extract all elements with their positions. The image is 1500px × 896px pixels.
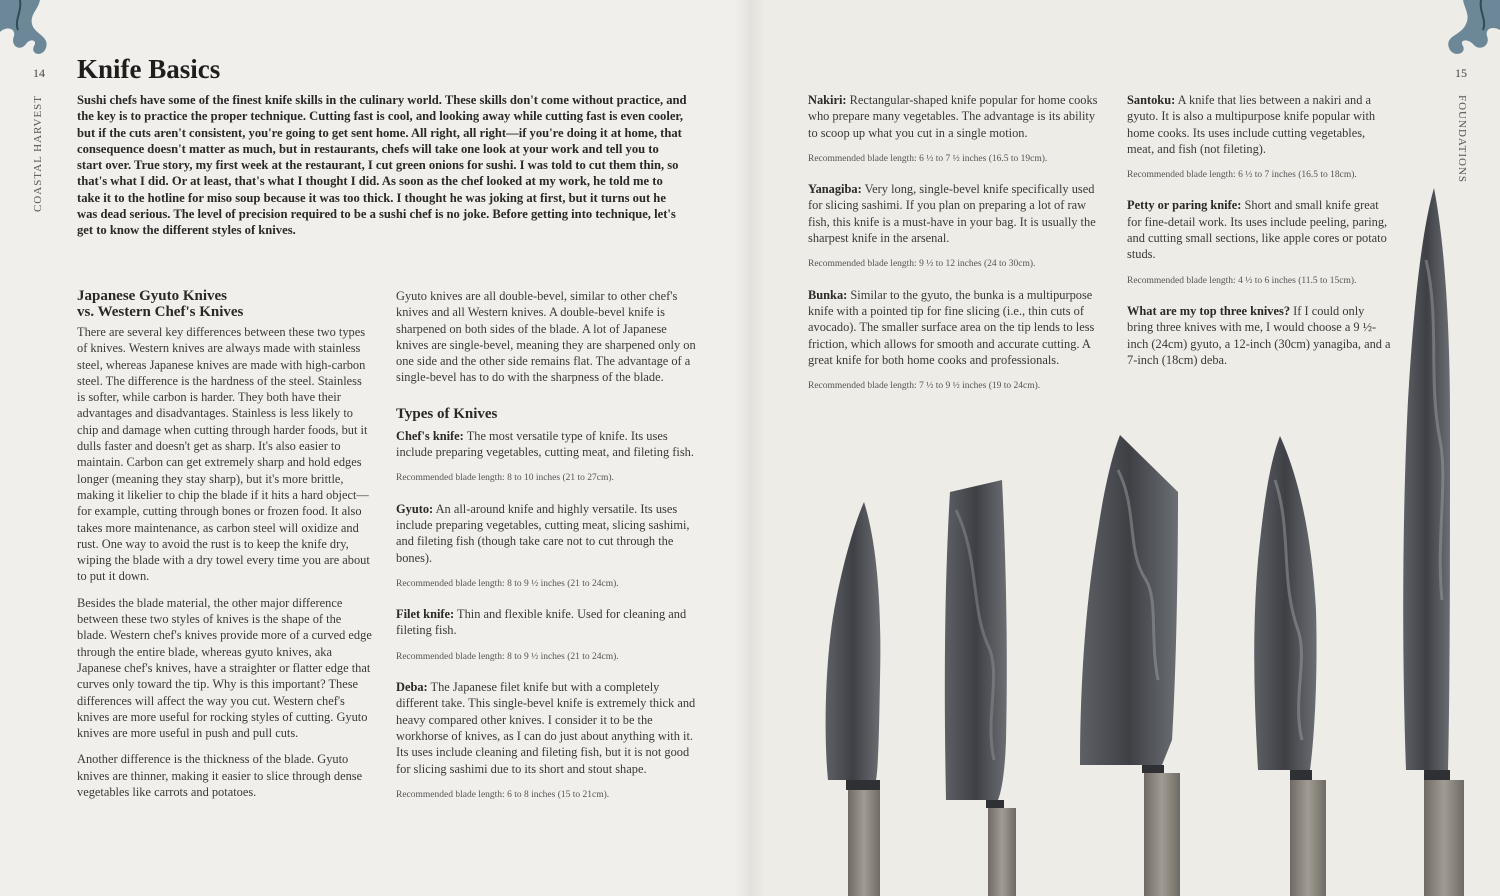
knives-illustration bbox=[780, 180, 1470, 896]
recommended-length: Recommended blade length: 6 ½ to 7 ½ inches (16.5 to 19cm). bbox=[808, 153, 1048, 164]
recommended-length: Recommended blade length: 8 to 9 ½ inches (21 to 24cm). bbox=[396, 651, 619, 662]
recommended-length: Recommended blade length: 8 to 9 ½ inches (21 to 24cm). bbox=[396, 578, 619, 589]
book-gutter bbox=[735, 0, 765, 896]
term: Nakiri: bbox=[808, 93, 847, 107]
tentacle-illustration-right bbox=[1445, 0, 1500, 62]
recommended-length: Recommended blade length: 4 ½ to 6 inches (11.5 to 15cm). bbox=[1127, 275, 1357, 286]
yanagiba-knife-image bbox=[1403, 188, 1464, 896]
tentacle-illustration-left bbox=[0, 0, 60, 62]
paragraph: There are several key differences between these two types of knives. Western knives are always made with stainless steel, whereas Japanese knives are made with high-carbon steel. The difference is the hardness of the steel. Stainless is softer, while carbon is harder. They both have their advantages and disadvantages. Stainless is less likely to chip and damage when cutting through harder foods, but it dulls faster and doesn't get as sharp. It's also easier to maintain. Carbon can get extremely sharp and hold edges longer (meaning they stay sharp), but it's more brittle, making it likelier to chip the blade if it hits a hard object—for example, cutting through bones or frozen food. It also takes more maintenance, as carbon steel will oxidize and rust. One way to avoid the rust is to keep the knife dry, wiping the blade with a dry towel every time you are about to put it down. bbox=[77, 325, 370, 584]
description: Similar to the gyuto, the bunka is a multipurpose knife with a pointed tip for fine slicing (i.e., thin cuts of avocado). The smaller surface area on the tip lends to less friction, which allows for smooth and accurate cutting. A great knife for both home cooks and professionals. bbox=[808, 287, 1095, 367]
description: An all-around knife and highly versatile. Its uses include preparing vegetables, cutting meat, slicing sashimi, and fileting fish (though take care not to cut through the bones). bbox=[396, 501, 690, 565]
paragraph: Gyuto knives are all double-bevel, similar to other chef's knives and all Western knives. A double-bevel knife is sharpened on both sides of the blade. A lot of Japanese knives are single-bevel, meaning they are sharpened only on one side and the other side remains flat. The advantage of a single-bevel has to do with the sharpness of the blade. bbox=[396, 289, 696, 385]
description: Very long, single-bevel knife specifically used for slicing sashimi. If you plan on preparing a lot of raw fish, this knife is a must-have in your bag. It is usually the sharpest knife in the arsenal. bbox=[808, 182, 1096, 246]
paragraph: Another difference is the thickness of the blade. Gyuto knives are thinner, making it easier to slice through dense vegetables like carrots and potatoes. bbox=[77, 752, 363, 800]
paragraph: Besides the blade material, the other major difference between these two styles of knives is the shape of the blade. Western chef's knives provide more of a curved edge through the entire blade, whereas gyuto knives, aka Japanese chef's knives, have a straighter or flatter edge that curves only toward the tip. Why is this important? These differences will affect the way you cut. Western chef's knives are more useful for rocking styles of cutting. Gyuto knives are more useful in push and pull cuts. bbox=[77, 595, 372, 741]
description: The most versatile type of knife. Its uses include preparing vegetables, cutting meat, and fileting fish. bbox=[396, 428, 694, 460]
term: Yanagiba: bbox=[808, 182, 862, 197]
nakiri-knife-image bbox=[945, 480, 1016, 896]
recommended-length: Recommended blade length: 6 to 8 inches (15 to 21cm). bbox=[396, 789, 610, 800]
bunka-knife-image bbox=[1080, 435, 1180, 896]
recommended-length: Recommended blade length: 7 ½ to 9 ½ inches (19 to 24cm). bbox=[808, 381, 1041, 392]
knife-entry-filet-knife bbox=[396, 606, 696, 665]
types-of-knives-heading: Types of Knives bbox=[396, 405, 498, 422]
section-heading-line-2: vs. Western Chef's Knives bbox=[77, 304, 244, 320]
description: The Japanese filet knife but with a completely different take. This single-bevel knife is extremely thick and heavy compared other knives. I consider it to be the workhorse of knives, as I can do just about anything with it. Its uses include cleaning and fileting fish, but it is not good for slicing sashimi due to its short and stout shape. bbox=[396, 680, 696, 776]
page-number-right: 15 bbox=[1455, 66, 1467, 80]
page-number-left: 14 bbox=[33, 66, 45, 80]
knife-entry-gyuto bbox=[396, 501, 696, 592]
term: Gyuto: bbox=[396, 501, 434, 516]
knife-entry-chefs-knife bbox=[396, 428, 696, 487]
term: Deba: bbox=[396, 680, 428, 695]
running-head-right: FOUNDATIONS bbox=[1456, 95, 1468, 184]
recommended-length: Recommended blade length: 9 ½ to 12 inches (24 to 30cm). bbox=[808, 259, 1036, 270]
knife-entry-nakiri bbox=[808, 92, 1104, 167]
term: What are my top three knives? bbox=[1127, 303, 1291, 318]
petty-knife-image bbox=[826, 502, 881, 896]
term: Bunka: bbox=[808, 287, 848, 302]
description: Rectangular-shaped knife popular for home cooks who prepare many vegetables. The advantage is its ability to scoop up what you cut in a single motion. bbox=[808, 93, 1098, 140]
gyuto-knife-image bbox=[1254, 436, 1326, 896]
knife-entry-santoku bbox=[1127, 92, 1392, 183]
section-heading-line-1: Japanese Gyuto Knives bbox=[77, 288, 228, 304]
description: Short and small knife great for fine-detail work. Its uses include peeling, paring, and cutting small sections, like apple cores or potato studs. bbox=[1127, 198, 1388, 262]
intro-paragraph: Sushi chefs have some of the finest knife skills in the culinary world. These skills don't come without practice, and the key is to practice the proper technique. Cutting fast is cool, and looking away while cutting fast is even cooler, but if the cuts aren't consistent, you're going to get sent home. All right, all right—if you're doing it at home, that consequence doesn't matter as much, but in restaurants, chefs will take one look at your work and tell you to start over. True story, my first week at the restaurant, I cut green onions for sushi. I was told to cut them thin, so that's what I did. Or at least, that's what I thought I did. As soon as the chef looked at my work, he told me to take it to the hotline for miso soup because it was too thick. I thought he was joking at first, but it turns out he was dead serious. The level of precision required to be a sushi chef is no joke. Before getting into technique, let's get to know the different styles of knives. bbox=[77, 93, 687, 238]
description: A knife that lies between a nakiri and a gyuto. It is also a multipurpose knife popular with home cooks. Its uses include cutting vegetables, meat, and fish (not fileting). bbox=[1127, 93, 1376, 156]
recommended-length: Recommended blade length: 8 to 10 inches (21 to 27cm). bbox=[396, 473, 614, 484]
column-2 bbox=[396, 288, 696, 817]
section-heading-gyuto-vs-western bbox=[77, 288, 373, 320]
term: Chef's knife: bbox=[396, 428, 464, 443]
running-head-left: COASTAL HARVEST bbox=[32, 95, 44, 213]
knife-entry-deba bbox=[396, 679, 696, 803]
column-1 bbox=[77, 288, 373, 810]
term: Santoku: bbox=[1127, 93, 1176, 107]
page-title: Knife Basics bbox=[77, 54, 221, 84]
description: If I could only bring three knives with me, I would choose a 9 ½-inch (24cm) gyuto, a 12-inch (30cm) yanagiba, and a 7-inch (18cm) deba. bbox=[1127, 303, 1391, 367]
description: Thin and flexible knife. Used for cleaning and fileting fish. bbox=[396, 607, 687, 638]
recommended-length: Recommended blade length: 6 ½ to 7 inches (16.5 to 18cm). bbox=[1127, 170, 1357, 181]
term: Petty or paring knife: bbox=[1127, 198, 1242, 213]
term: Filet knife: bbox=[396, 607, 455, 622]
